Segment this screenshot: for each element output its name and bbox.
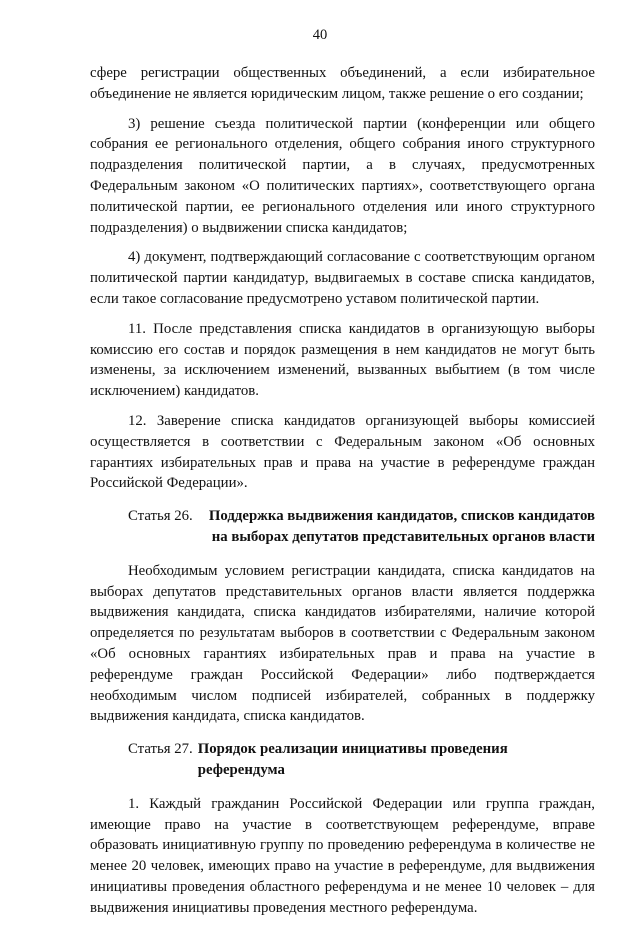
article-27-heading bbox=[90, 739, 595, 781]
document-body bbox=[90, 63, 595, 927]
article-27-body: 1. Каждый гражданин Российской Федерации или группа граждан, имеющие право на участие в соответствующем референдуме, вправе образовать инициативную группу по проведению референдума в количестве не менее 20 человек, имеющих право на участие в референдуме, для выдвижения инициативы проведения областного референдума и не менее 10 человек – для выдвижения инициативы проведения местного референдума. bbox=[90, 795, 595, 916]
article-27-title: Порядок реализации инициативы проведения референдума bbox=[197, 741, 508, 778]
paragraph-item-3: 3) решение съезда политической партии (конференции или общего собрания ее регионального отделения, общего собрания иного структурного подразделения политической партии, а в случаях, предусмотренных Федеральным законом «О политических партиях», соответствующего органа политической партии, ее регионального отделения или иного структурного подразделения) о выдвижении списка кандидатов; bbox=[90, 115, 595, 236]
article-26-heading bbox=[90, 506, 595, 548]
article-26-title: Поддержка выдвижения кандидатов, списков кандидатов на выборах депутатов представительных органов власти bbox=[208, 508, 595, 545]
article-27-label: Статья 27. bbox=[128, 741, 193, 758]
paragraph-continuation: сфере регистрации общественных объединений, а если избирательное объединение не является юридическим лицом, также решение о его создании; bbox=[90, 65, 595, 102]
paragraph-clause-12: 12. Заверение списка кандидатов организующей выборы комиссией осуществляется в соответствии с Федеральным законом «Об основных гарантиях избирательных прав и права на участие в референдуме граждан Российской Федерации». bbox=[90, 412, 595, 492]
paragraph-clause-11: 11. После представления списка кандидатов в организующую выборы комиссию его состав и порядок размещения в нем кандидатов не могут быть изменены, за исключением изменений, вызванных выбытием (в том числе исключением) кандидатов. bbox=[90, 320, 595, 400]
article-26-body: Необходимым условием регистрации кандидата, списка кандидатов на выборах депутатов представительных органов власти является поддержка выдвижения кандидата, списка кандидатов избирателями, наличие которой определяется по результатам выборов в соответствии с Федеральным законом «Об основных гарантиях избирательных прав и права на участие в референдуме граждан Российской Федерации» либо подтверждается необходимым числом подписей избирателей, собранных в поддержку выдвижения кандидата, списка кандидатов. bbox=[90, 562, 595, 725]
page-number: 40 bbox=[312, 27, 328, 43]
paragraph-item-4: 4) документ, подтверждающий согласование с соответствующим органом политической партии кандидатур, выдвигаемых в составе списка кандидатов, если такое согласование предусмотрено уставом политической партии. bbox=[90, 249, 595, 307]
article-26-label: Статья 26. bbox=[128, 508, 193, 525]
